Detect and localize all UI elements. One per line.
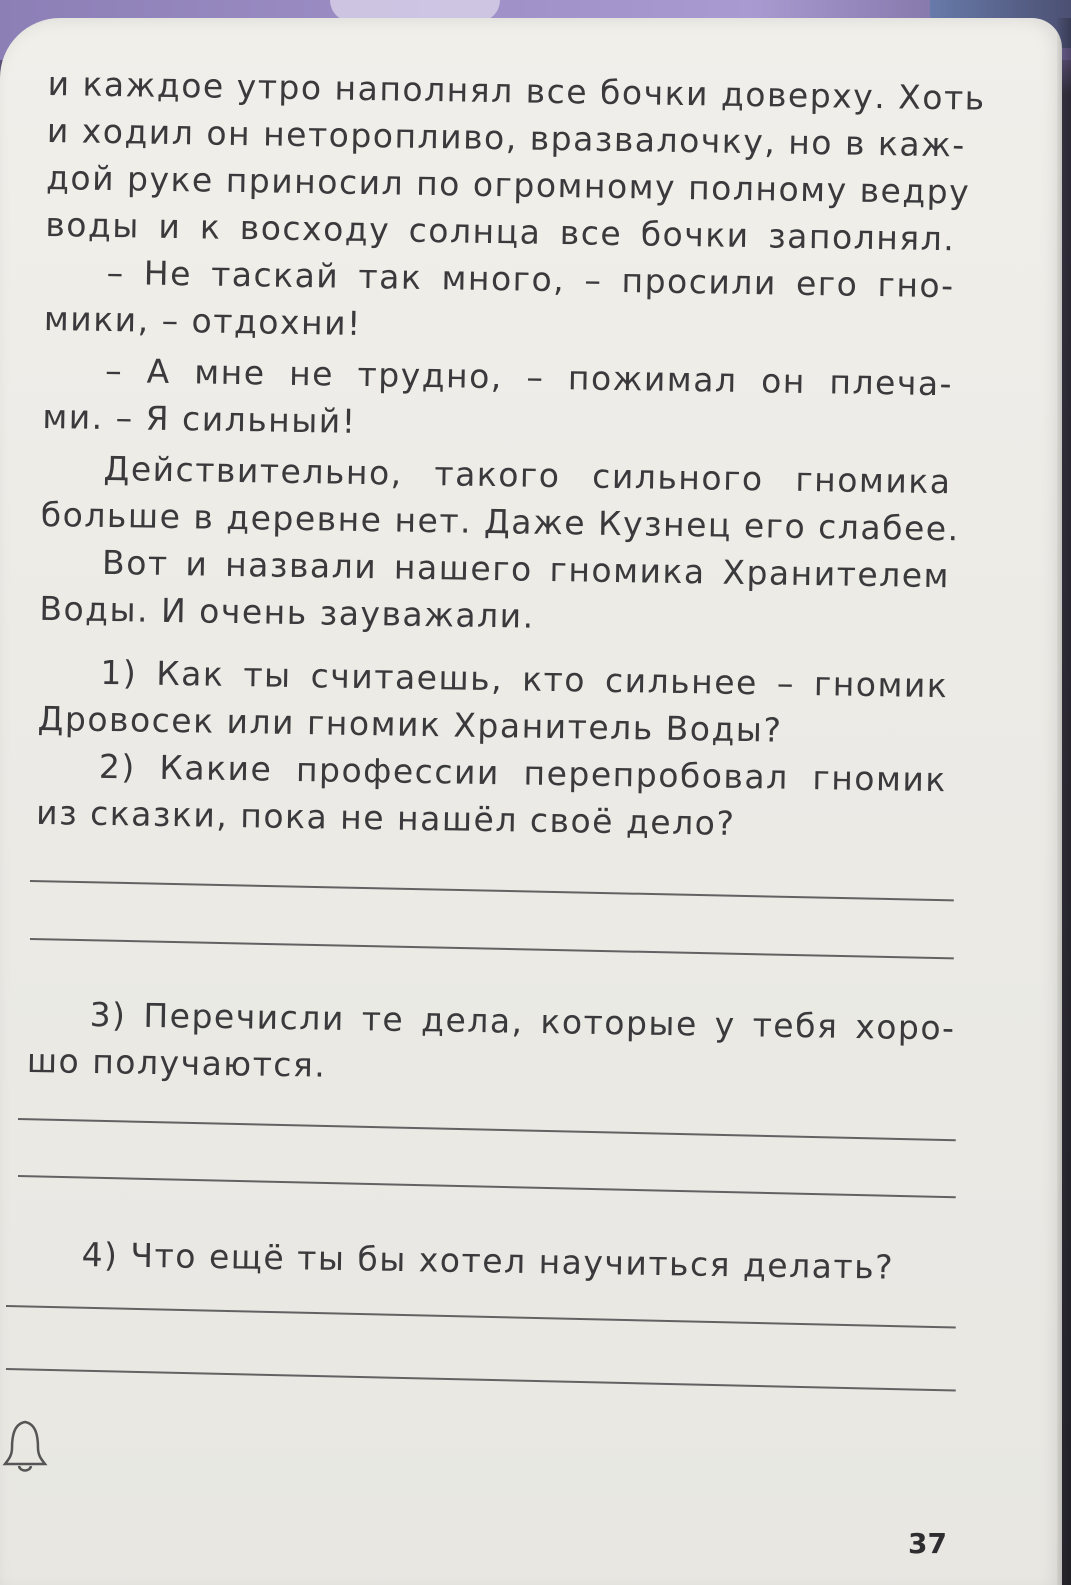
question-1-line: 1) Как ты считаешь, кто сильнее – гномик <box>100 652 949 706</box>
page-number: 37 <box>908 1527 947 1560</box>
text-line: Действительно, такого сильного гномика <box>103 448 952 502</box>
question-2-line: из сказки, пока не нашёл своё дело? <box>35 792 736 843</box>
text-line: больше в деревне нет. Даже Кузнец его слабее. <box>40 494 960 549</box>
page-text <box>35 60 986 850</box>
question-3-block <box>27 990 956 1099</box>
question-3-line: 3) Перечисли те дела, которые у тебя хоро- <box>89 994 956 1048</box>
question-3-line: шо получаются. <box>26 1040 327 1085</box>
text-line: и ходил он неторопливо, вразвалочку, но в каж- <box>46 110 967 165</box>
text-line: ми. – Я сильный! <box>42 396 357 441</box>
question-4-line: 4) Что ещё ты бы хотел научиться делать? <box>81 1234 895 1287</box>
text-line: дой руке приносил по огромному полному ведру <box>45 157 971 212</box>
question-2-line: 2) Какие профессии перепробовал гномик <box>98 746 948 800</box>
text-line: Вот и назвали нашего гномика Хранителем <box>101 542 951 596</box>
bell-icon <box>2 1418 48 1474</box>
page-edge-shadow <box>1057 18 1071 1585</box>
text-line: воды и к восходу солнца все бочки заполнял. <box>45 204 956 259</box>
text-line: Воды. И очень зауважали. <box>39 588 535 636</box>
text-line: и каждое утро наполнял все бочки доверху. Хоть <box>47 63 986 118</box>
text-line: мики, – отдохни! <box>43 298 363 343</box>
text-line: – Не таскай так много, – просили его гно- <box>106 252 955 306</box>
question-1-line: Дровосек или гномик Хранитель Воды? <box>37 698 783 750</box>
text-line: – А мне не трудно, – пожимал он плеча- <box>104 350 954 404</box>
